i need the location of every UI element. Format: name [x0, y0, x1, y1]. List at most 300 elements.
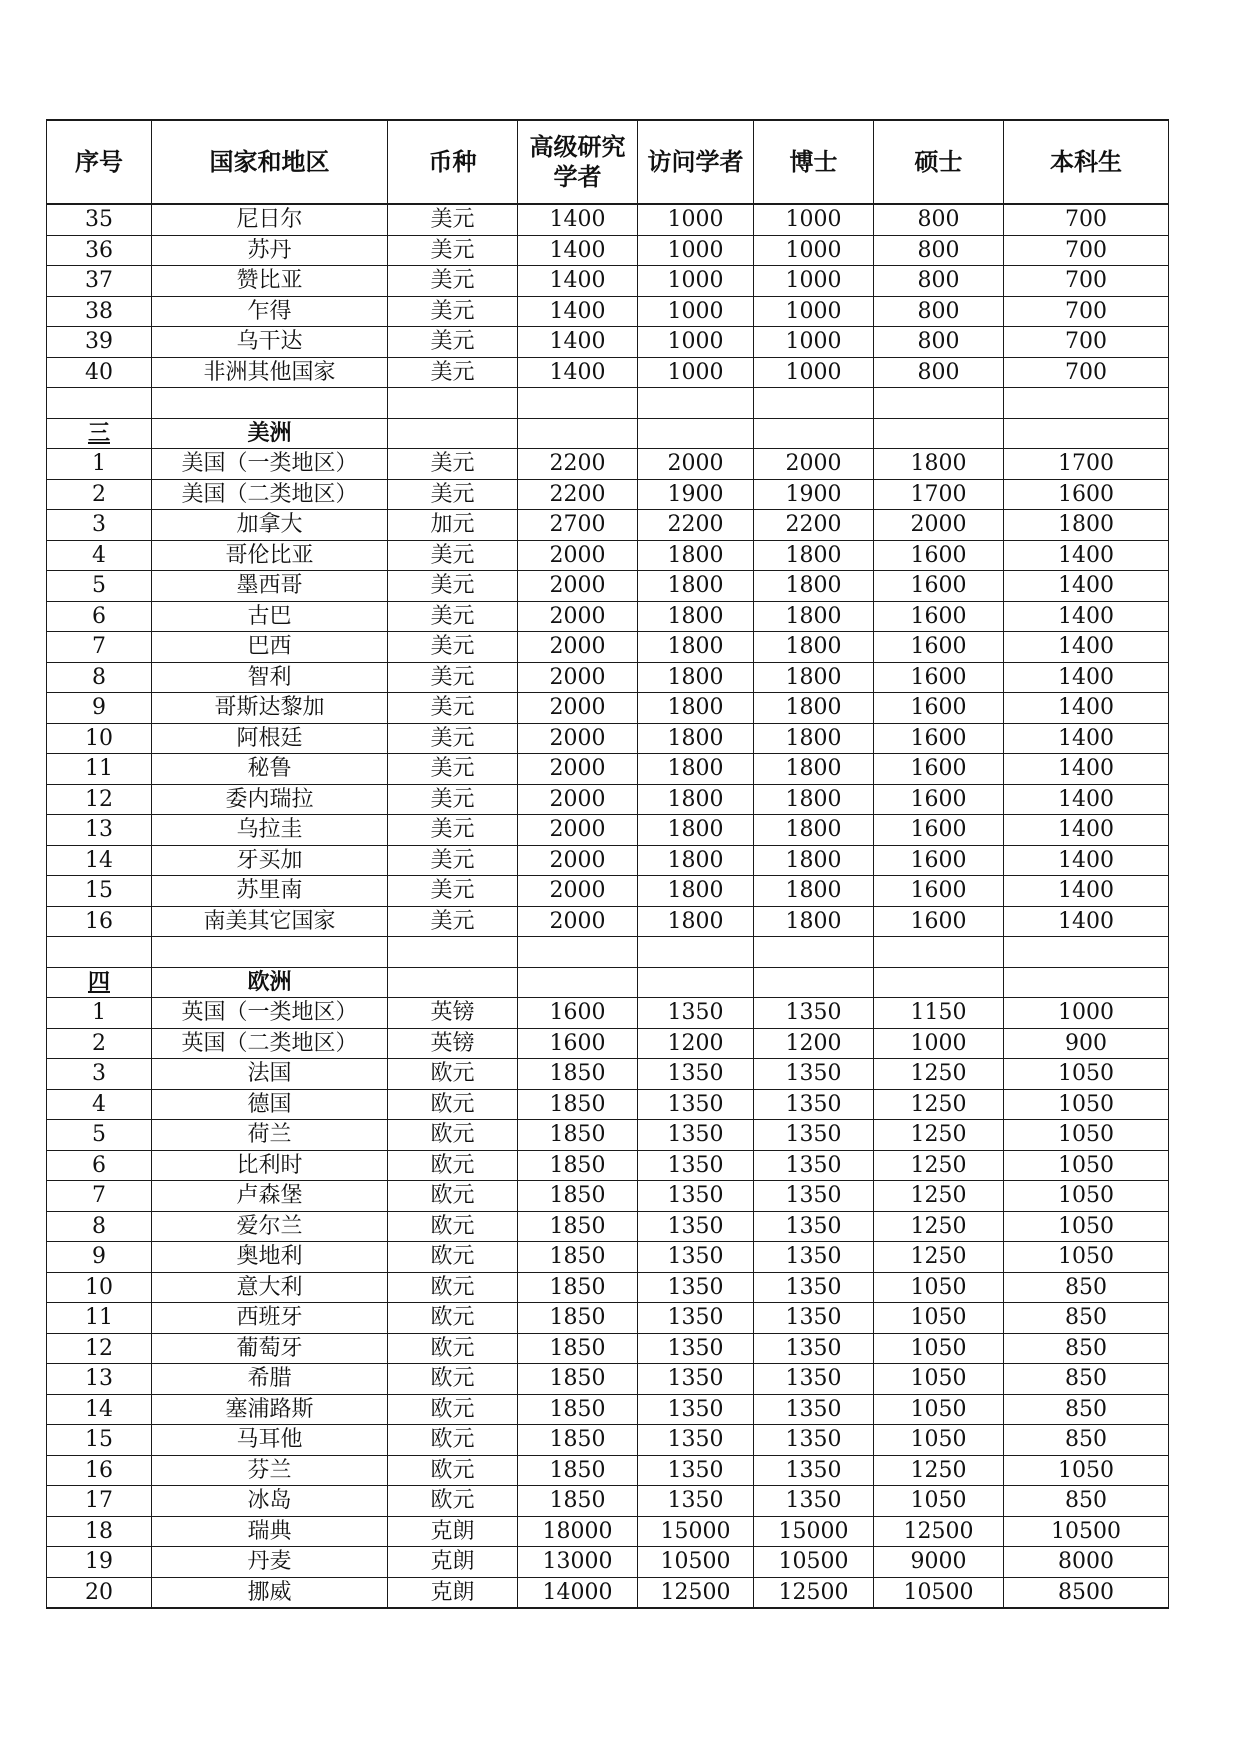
phd-cell: 1800 [754, 693, 874, 724]
senior-scholar-cell: 2000 [518, 723, 638, 754]
phd-cell: 1800 [754, 906, 874, 937]
row-index: 35 [47, 204, 152, 235]
undergraduate-cell: 850 [1004, 1425, 1169, 1456]
empty-cell [388, 937, 518, 968]
row-index: 7 [47, 1181, 152, 1212]
empty-cell [638, 967, 754, 998]
undergraduate-cell: 1400 [1004, 632, 1169, 663]
phd-cell: 1350 [754, 1242, 874, 1273]
row-index: 11 [47, 1303, 152, 1334]
senior-scholar-cell: 13000 [518, 1547, 638, 1578]
phd-cell: 2000 [754, 449, 874, 480]
phd-cell: 1000 [754, 327, 874, 358]
currency-cell: 欧元 [388, 1089, 518, 1120]
row-index: 9 [47, 1242, 152, 1273]
table-row [47, 1089, 1169, 1120]
undergraduate-cell: 1050 [1004, 1211, 1169, 1242]
senior-scholar-cell: 18000 [518, 1516, 638, 1547]
phd-cell: 1800 [754, 845, 874, 876]
empty-cell [1004, 967, 1169, 998]
row-index: 4 [47, 1089, 152, 1120]
senior-scholar-cell: 1600 [518, 998, 638, 1029]
visiting-scholar-cell: 1800 [638, 815, 754, 846]
table-row [47, 1516, 1169, 1547]
senior-scholar-cell: 2000 [518, 632, 638, 663]
row-index: 10 [47, 1272, 152, 1303]
country-cell: 哥伦比亚 [152, 540, 388, 571]
table-row [47, 1272, 1169, 1303]
currency-cell: 美元 [388, 601, 518, 632]
undergraduate-cell: 1600 [1004, 479, 1169, 510]
undergraduate-cell: 1050 [1004, 1059, 1169, 1090]
table-row [47, 1120, 1169, 1151]
table-row [47, 1150, 1169, 1181]
currency-cell: 欧元 [388, 1181, 518, 1212]
currency-cell: 美元 [388, 693, 518, 724]
table-row [47, 1028, 1169, 1059]
undergraduate-cell: 1400 [1004, 876, 1169, 907]
visiting-scholar-cell: 2200 [638, 510, 754, 541]
undergraduate-cell: 700 [1004, 357, 1169, 388]
country-cell: 法国 [152, 1059, 388, 1090]
master-cell: 1800 [874, 449, 1004, 480]
phd-cell: 1000 [754, 204, 874, 235]
header-currency: 币种 [388, 120, 518, 204]
senior-scholar-cell: 1850 [518, 1364, 638, 1395]
visiting-scholar-cell: 1900 [638, 479, 754, 510]
country-cell: 意大利 [152, 1272, 388, 1303]
country-cell: 阿根廷 [152, 723, 388, 754]
master-cell: 1700 [874, 479, 1004, 510]
country-cell: 哥斯达黎加 [152, 693, 388, 724]
row-index: 17 [47, 1486, 152, 1517]
master-cell: 1600 [874, 723, 1004, 754]
currency-cell: 欧元 [388, 1242, 518, 1273]
country-cell: 比利时 [152, 1150, 388, 1181]
row-index: 15 [47, 876, 152, 907]
table-header [47, 120, 1169, 204]
senior-scholar-cell: 2000 [518, 754, 638, 785]
table-row [47, 754, 1169, 785]
country-cell: 葡萄牙 [152, 1333, 388, 1364]
master-cell: 800 [874, 266, 1004, 297]
table-row [47, 1303, 1169, 1334]
undergraduate-cell: 1400 [1004, 693, 1169, 724]
row-index: 4 [47, 540, 152, 571]
table-row [47, 662, 1169, 693]
master-cell: 1050 [874, 1272, 1004, 1303]
senior-scholar-cell: 2200 [518, 449, 638, 480]
visiting-scholar-cell: 1350 [638, 1211, 754, 1242]
country-cell: 苏丹 [152, 235, 388, 266]
currency-cell: 美元 [388, 540, 518, 571]
currency-cell: 欧元 [388, 1455, 518, 1486]
phd-cell: 1350 [754, 1455, 874, 1486]
stipend-table [46, 119, 1169, 1609]
master-cell: 1600 [874, 754, 1004, 785]
master-cell: 800 [874, 235, 1004, 266]
section-header-row [47, 418, 1169, 449]
master-cell: 800 [874, 357, 1004, 388]
empty-cell [152, 388, 388, 419]
phd-cell: 2200 [754, 510, 874, 541]
country-cell: 南美其它国家 [152, 906, 388, 937]
table-row [47, 632, 1169, 663]
visiting-scholar-cell: 1800 [638, 723, 754, 754]
undergraduate-cell: 1050 [1004, 1181, 1169, 1212]
empty-cell [518, 937, 638, 968]
empty-cell [874, 937, 1004, 968]
country-cell: 美国（二类地区） [152, 479, 388, 510]
table-body [47, 204, 1169, 1608]
undergraduate-cell: 700 [1004, 266, 1169, 297]
country-cell: 赞比亚 [152, 266, 388, 297]
visiting-scholar-cell: 1800 [638, 571, 754, 602]
phd-cell: 1350 [754, 1211, 874, 1242]
country-cell: 加拿大 [152, 510, 388, 541]
master-cell: 1600 [874, 693, 1004, 724]
empty-cell [388, 388, 518, 419]
visiting-scholar-cell: 1350 [638, 1272, 754, 1303]
table-row [47, 204, 1169, 235]
empty-cell [754, 388, 874, 419]
visiting-scholar-cell: 1350 [638, 1242, 754, 1273]
country-cell: 爱尔兰 [152, 1211, 388, 1242]
country-cell: 西班牙 [152, 1303, 388, 1334]
row-index: 13 [47, 815, 152, 846]
visiting-scholar-cell: 1800 [638, 632, 754, 663]
visiting-scholar-cell: 1000 [638, 327, 754, 358]
master-cell: 800 [874, 296, 1004, 327]
table-row [47, 723, 1169, 754]
row-index: 14 [47, 1394, 152, 1425]
currency-cell: 美元 [388, 845, 518, 876]
undergraduate-cell: 1000 [1004, 998, 1169, 1029]
phd-cell: 1350 [754, 1272, 874, 1303]
currency-cell: 欧元 [388, 1333, 518, 1364]
country-cell: 巴西 [152, 632, 388, 663]
country-cell: 非洲其他国家 [152, 357, 388, 388]
undergraduate-cell: 1400 [1004, 571, 1169, 602]
undergraduate-cell: 1400 [1004, 662, 1169, 693]
master-cell: 800 [874, 204, 1004, 235]
country-cell: 秘鲁 [152, 754, 388, 785]
table-row [47, 266, 1169, 297]
row-index: 5 [47, 1120, 152, 1151]
row-index: 9 [47, 693, 152, 724]
row-index: 37 [47, 266, 152, 297]
senior-scholar-cell: 2000 [518, 540, 638, 571]
senior-scholar-cell: 2000 [518, 815, 638, 846]
country-cell: 墨西哥 [152, 571, 388, 602]
master-cell: 1250 [874, 1181, 1004, 1212]
row-index: 6 [47, 601, 152, 632]
country-cell: 委内瑞拉 [152, 784, 388, 815]
visiting-scholar-cell: 1800 [638, 784, 754, 815]
senior-scholar-cell: 2700 [518, 510, 638, 541]
phd-cell: 1800 [754, 601, 874, 632]
undergraduate-cell: 1400 [1004, 540, 1169, 571]
section-header-row [47, 967, 1169, 998]
undergraduate-cell: 700 [1004, 204, 1169, 235]
senior-scholar-cell: 2000 [518, 662, 638, 693]
master-cell: 1250 [874, 1120, 1004, 1151]
senior-scholar-cell: 1400 [518, 266, 638, 297]
undergraduate-cell: 1400 [1004, 784, 1169, 815]
master-cell: 1600 [874, 815, 1004, 846]
table-row [47, 1181, 1169, 1212]
country-cell: 德国 [152, 1089, 388, 1120]
senior-scholar-cell: 1400 [518, 327, 638, 358]
senior-scholar-cell: 2000 [518, 601, 638, 632]
row-index: 39 [47, 327, 152, 358]
row-index: 40 [47, 357, 152, 388]
table-row [47, 784, 1169, 815]
row-index: 3 [47, 510, 152, 541]
empty-cell [388, 967, 518, 998]
currency-cell: 美元 [388, 235, 518, 266]
phd-cell: 1350 [754, 1059, 874, 1090]
country-cell: 古巴 [152, 601, 388, 632]
senior-scholar-cell: 2000 [518, 845, 638, 876]
section-number: 三 [47, 418, 152, 449]
currency-cell: 欧元 [388, 1364, 518, 1395]
phd-cell: 1800 [754, 876, 874, 907]
header-undergraduate: 本科生 [1004, 120, 1169, 204]
table-row [47, 1211, 1169, 1242]
country-cell: 冰岛 [152, 1486, 388, 1517]
table-row [47, 1577, 1169, 1608]
row-index: 11 [47, 754, 152, 785]
currency-cell: 欧元 [388, 1150, 518, 1181]
blank-row [47, 388, 1169, 419]
visiting-scholar-cell: 1800 [638, 540, 754, 571]
master-cell: 12500 [874, 1516, 1004, 1547]
master-cell: 1050 [874, 1394, 1004, 1425]
master-cell: 1250 [874, 1059, 1004, 1090]
currency-cell: 克朗 [388, 1547, 518, 1578]
senior-scholar-cell: 1400 [518, 357, 638, 388]
currency-cell: 欧元 [388, 1120, 518, 1151]
undergraduate-cell: 10500 [1004, 1516, 1169, 1547]
currency-cell: 美元 [388, 632, 518, 663]
visiting-scholar-cell: 1350 [638, 1394, 754, 1425]
visiting-scholar-cell: 1350 [638, 1150, 754, 1181]
phd-cell: 1350 [754, 1181, 874, 1212]
undergraduate-cell: 850 [1004, 1303, 1169, 1334]
row-index: 8 [47, 662, 152, 693]
currency-cell: 美元 [388, 266, 518, 297]
phd-cell: 1800 [754, 632, 874, 663]
undergraduate-cell: 1050 [1004, 1120, 1169, 1151]
country-cell: 乌拉圭 [152, 815, 388, 846]
empty-cell [47, 388, 152, 419]
row-index: 13 [47, 1364, 152, 1395]
senior-scholar-cell: 1850 [518, 1303, 638, 1334]
undergraduate-cell: 1400 [1004, 723, 1169, 754]
empty-cell [874, 418, 1004, 449]
senior-scholar-cell: 1850 [518, 1425, 638, 1456]
master-cell: 1150 [874, 998, 1004, 1029]
phd-cell: 1900 [754, 479, 874, 510]
row-index: 38 [47, 296, 152, 327]
row-index: 3 [47, 1059, 152, 1090]
senior-scholar-cell: 1850 [518, 1486, 638, 1517]
master-cell: 1050 [874, 1486, 1004, 1517]
empty-cell [754, 937, 874, 968]
section-number: 四 [47, 967, 152, 998]
empty-cell [152, 937, 388, 968]
senior-scholar-cell: 1850 [518, 1181, 638, 1212]
master-cell: 2000 [874, 510, 1004, 541]
empty-cell [1004, 418, 1169, 449]
master-cell: 800 [874, 327, 1004, 358]
phd-cell: 1800 [754, 784, 874, 815]
row-index: 10 [47, 723, 152, 754]
row-index: 20 [47, 1577, 152, 1608]
phd-cell: 1800 [754, 723, 874, 754]
visiting-scholar-cell: 1000 [638, 235, 754, 266]
empty-cell [47, 937, 152, 968]
country-cell: 奥地利 [152, 1242, 388, 1273]
currency-cell: 美元 [388, 876, 518, 907]
table-row [47, 357, 1169, 388]
senior-scholar-cell: 2000 [518, 906, 638, 937]
master-cell: 1250 [874, 1455, 1004, 1486]
country-cell: 塞浦路斯 [152, 1394, 388, 1425]
table-row [47, 1394, 1169, 1425]
table-row [47, 540, 1169, 571]
table-row [47, 1425, 1169, 1456]
senior-scholar-cell: 2200 [518, 479, 638, 510]
empty-cell [638, 418, 754, 449]
section-region-name: 欧洲 [152, 967, 388, 998]
master-cell: 1250 [874, 1211, 1004, 1242]
currency-cell: 美元 [388, 784, 518, 815]
senior-scholar-cell: 1850 [518, 1242, 638, 1273]
table-row [47, 693, 1169, 724]
undergraduate-cell: 700 [1004, 296, 1169, 327]
row-index: 5 [47, 571, 152, 602]
section-region-name: 美洲 [152, 418, 388, 449]
currency-cell: 加元 [388, 510, 518, 541]
empty-cell [518, 418, 638, 449]
undergraduate-cell: 1400 [1004, 601, 1169, 632]
undergraduate-cell: 1050 [1004, 1455, 1169, 1486]
currency-cell: 美元 [388, 449, 518, 480]
currency-cell: 欧元 [388, 1303, 518, 1334]
senior-scholar-cell: 2000 [518, 784, 638, 815]
master-cell: 1050 [874, 1333, 1004, 1364]
row-index: 1 [47, 449, 152, 480]
table-row [47, 571, 1169, 602]
currency-cell: 英镑 [388, 1028, 518, 1059]
row-index: 6 [47, 1150, 152, 1181]
phd-cell: 12500 [754, 1577, 874, 1608]
visiting-scholar-cell: 1000 [638, 296, 754, 327]
visiting-scholar-cell: 2000 [638, 449, 754, 480]
visiting-scholar-cell: 1200 [638, 1028, 754, 1059]
visiting-scholar-cell: 15000 [638, 1516, 754, 1547]
header-phd: 博士 [754, 120, 874, 204]
currency-cell: 美元 [388, 906, 518, 937]
senior-scholar-cell: 1850 [518, 1211, 638, 1242]
currency-cell: 欧元 [388, 1394, 518, 1425]
row-index: 36 [47, 235, 152, 266]
country-cell: 牙买加 [152, 845, 388, 876]
visiting-scholar-cell: 1350 [638, 1181, 754, 1212]
undergraduate-cell: 1400 [1004, 845, 1169, 876]
senior-scholar-cell: 1850 [518, 1150, 638, 1181]
master-cell: 1250 [874, 1089, 1004, 1120]
phd-cell: 1800 [754, 754, 874, 785]
undergraduate-cell: 1400 [1004, 754, 1169, 785]
currency-cell: 欧元 [388, 1059, 518, 1090]
undergraduate-cell: 1700 [1004, 449, 1169, 480]
visiting-scholar-cell: 1800 [638, 845, 754, 876]
visiting-scholar-cell: 1800 [638, 754, 754, 785]
undergraduate-cell: 900 [1004, 1028, 1169, 1059]
visiting-scholar-cell: 10500 [638, 1547, 754, 1578]
table-row [47, 1059, 1169, 1090]
senior-scholar-cell: 1850 [518, 1272, 638, 1303]
undergraduate-cell: 1400 [1004, 815, 1169, 846]
table-row [47, 1547, 1169, 1578]
visiting-scholar-cell: 1000 [638, 357, 754, 388]
phd-cell: 15000 [754, 1516, 874, 1547]
phd-cell: 1000 [754, 296, 874, 327]
row-index: 8 [47, 1211, 152, 1242]
currency-cell: 美元 [388, 296, 518, 327]
row-index: 1 [47, 998, 152, 1029]
master-cell: 1600 [874, 876, 1004, 907]
master-cell: 1600 [874, 784, 1004, 815]
visiting-scholar-cell: 1350 [638, 1059, 754, 1090]
row-index: 2 [47, 1028, 152, 1059]
phd-cell: 1800 [754, 815, 874, 846]
table-row [47, 479, 1169, 510]
master-cell: 1600 [874, 540, 1004, 571]
undergraduate-cell: 1800 [1004, 510, 1169, 541]
master-cell: 1600 [874, 601, 1004, 632]
visiting-scholar-cell: 1350 [638, 1455, 754, 1486]
undergraduate-cell: 1400 [1004, 906, 1169, 937]
table-row [47, 1486, 1169, 1517]
table-row [47, 815, 1169, 846]
row-index: 16 [47, 906, 152, 937]
currency-cell: 美元 [388, 815, 518, 846]
empty-cell [518, 388, 638, 419]
country-cell: 卢森堡 [152, 1181, 388, 1212]
visiting-scholar-cell: 1350 [638, 1486, 754, 1517]
currency-cell: 欧元 [388, 1211, 518, 1242]
country-cell: 乌干达 [152, 327, 388, 358]
table-row [47, 845, 1169, 876]
phd-cell: 1350 [754, 1486, 874, 1517]
row-index: 12 [47, 1333, 152, 1364]
visiting-scholar-cell: 1000 [638, 204, 754, 235]
phd-cell: 1350 [754, 1089, 874, 1120]
table-row [47, 998, 1169, 1029]
senior-scholar-cell: 1850 [518, 1120, 638, 1151]
undergraduate-cell: 8500 [1004, 1577, 1169, 1608]
header-visiting-scholar: 访问学者 [638, 120, 754, 204]
country-cell: 尼日尔 [152, 204, 388, 235]
master-cell: 1600 [874, 845, 1004, 876]
table-row [47, 296, 1169, 327]
currency-cell: 欧元 [388, 1486, 518, 1517]
header-country: 国家和地区 [152, 120, 388, 204]
